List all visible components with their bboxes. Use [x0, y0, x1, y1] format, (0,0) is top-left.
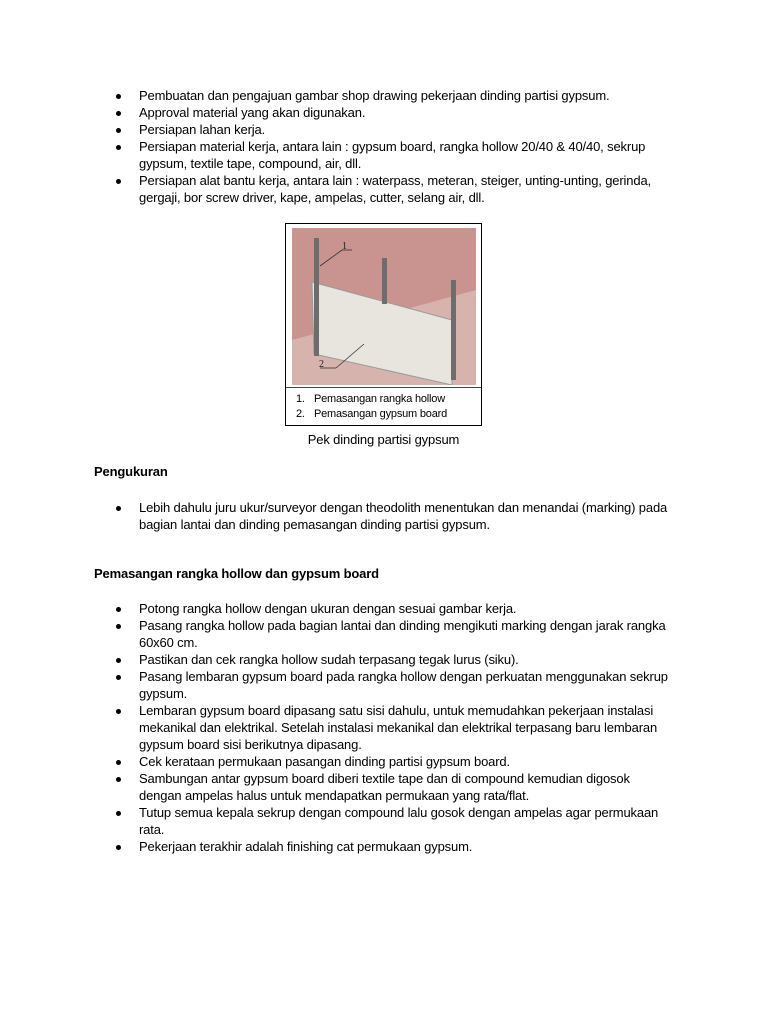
legend-number: 1.	[296, 393, 305, 405]
bullet-icon	[116, 658, 121, 663]
pengukuran-list	[114, 499, 674, 533]
list-item-text: Potong rangka hollow dengan ukuran dengan sesuai gambar kerja.	[139, 601, 517, 616]
list-item-text: Persiapan material kerja, antara lain : gypsum board, rangka hollow 20/40 & 40/40, sekrup gypsum, textile tape, compound, air, dll.	[139, 139, 646, 171]
list-item-text: Sambungan antar gypsum board diberi textile tape dan di compound kemudian digosok dengan ampelas halus untuk mendapatkan permukaan yang rata/flat.	[139, 771, 630, 803]
list-item	[114, 838, 674, 855]
list-item	[114, 753, 674, 770]
legend-item	[296, 407, 447, 422]
hollow-stud	[451, 280, 456, 380]
list-item	[114, 804, 674, 838]
legend-text: Pemasangan rangka hollow	[314, 393, 445, 405]
bullet-icon	[116, 760, 121, 765]
list-item-text: Lebih dahulu juru ukur/surveyor dengan theodolith menentukan dan menandai (marking) pada bagian lantai dan dinding pemasangan dinding partisi gypsum.	[139, 500, 668, 532]
list-item	[114, 138, 674, 172]
partition-figure	[285, 223, 482, 426]
legend-number: 2.	[296, 408, 305, 420]
preparation-list	[114, 87, 674, 206]
figure-caption: Pek dinding partisi gypsum	[307, 432, 460, 447]
section-heading-pemasangan: Pemasangan rangka hollow dan gypsum board	[94, 566, 379, 581]
list-item	[114, 770, 674, 804]
bullet-icon	[116, 709, 121, 714]
list-item	[114, 617, 674, 651]
bullet-icon	[116, 675, 121, 680]
list-item-text: Approval material yang akan digunakan.	[139, 105, 366, 120]
bullet-icon	[116, 94, 121, 99]
bullet-icon	[116, 811, 121, 816]
list-item	[114, 172, 674, 206]
list-item	[114, 651, 674, 668]
callout-label-2: 2	[319, 359, 324, 370]
callout-label-1: 1	[342, 241, 347, 252]
bullet-icon	[116, 145, 121, 150]
bullet-icon	[116, 607, 121, 612]
figure-divider	[286, 387, 481, 388]
bullet-icon	[116, 179, 121, 184]
bullet-icon	[116, 845, 121, 850]
partition-illustration	[292, 228, 476, 385]
list-item	[114, 668, 674, 702]
bullet-icon	[116, 777, 121, 782]
list-item-text: Pekerjaan terakhir adalah finishing cat permukaan gypsum.	[139, 839, 473, 854]
list-item-text: Pembuatan dan pengajuan gambar shop drawing pekerjaan dinding partisi gypsum.	[139, 88, 610, 103]
hollow-stud	[382, 258, 387, 304]
list-item	[114, 104, 674, 121]
bullet-icon	[116, 506, 121, 511]
list-item-text: Tutup semua kepala sekrup dengan compound lalu gosok dengan ampelas agar permukaan rata.	[139, 805, 659, 837]
list-item	[114, 600, 674, 617]
list-item-text: Pastikan dan cek rangka hollow sudah terpasang tegak lurus (siku).	[139, 652, 519, 667]
section-heading-pengukuran: Pengukuran	[94, 464, 168, 479]
list-item-text: Persiapan lahan kerja.	[139, 122, 266, 137]
list-item-text: Cek kerataan permukaan pasangan dinding partisi gypsum board.	[139, 754, 510, 769]
legend-item	[296, 392, 447, 407]
list-item	[114, 702, 674, 753]
list-item	[114, 87, 674, 104]
list-item-text: Persiapan alat bantu kerja, antara lain : waterpass, meteran, steiger, unting-unting, gerinda, gergaji, bor screw driver, kape, ampelas, cutter, selang air, dll.	[139, 173, 651, 205]
list-item-text: Pasang rangka hollow pada bagian lantai dan dinding mengikuti marking dengan jarak rangka 60x60 cm.	[139, 618, 666, 650]
figure-legend	[296, 392, 447, 422]
bullet-icon	[116, 128, 121, 133]
list-item	[114, 121, 674, 138]
pemasangan-list	[114, 600, 674, 855]
legend-text: Pemasangan gypsum board	[314, 408, 447, 420]
bullet-icon	[116, 624, 121, 629]
list-item-text: Pasang lembaran gypsum board pada rangka hollow dengan perkuatan menggunakan sekrup gypsum.	[139, 669, 668, 701]
list-item	[114, 499, 674, 533]
bullet-icon	[116, 111, 121, 116]
list-item-text: Lembaran gypsum board dipasang satu sisi dahulu, untuk memudahkan pekerjaan instalasi mekanikal dan elektrikal. Setelah instalasi mekanikal dan elektrikal terpasang baru lembaran gypsum board sisi berikutnya dipasang.	[139, 703, 658, 752]
hollow-stud	[314, 238, 319, 356]
